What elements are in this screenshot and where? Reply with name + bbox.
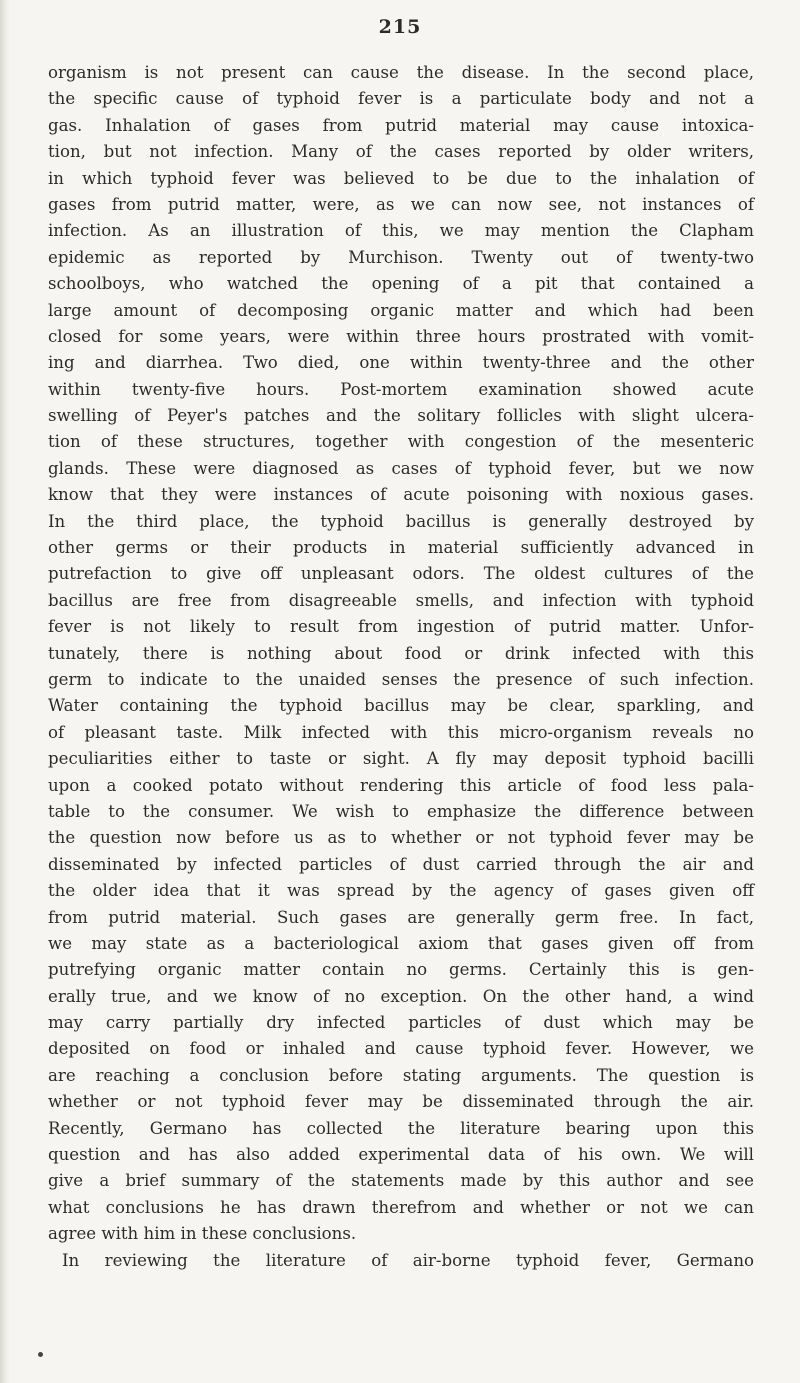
text-line: are reaching a conclusion before stating arguments. The question is bbox=[48, 1065, 754, 1085]
text-line: schoolboys, who watched the opening of a pit that contained a bbox=[48, 274, 754, 294]
text-line: peculiarities either to taste or sight. A fly may deposit typhoid bacilli bbox=[48, 749, 754, 769]
text-line: tion of these structures, together with congestion of the mesenteric bbox=[48, 432, 754, 452]
text-line: epidemic as reported by Murchison. Twenty out of twenty-two bbox=[48, 247, 754, 267]
text-line: within twenty-five hours. Post-mortem examination showed acute bbox=[48, 379, 754, 399]
text-line: we may state as a bacteriological axiom that gases given off from bbox=[48, 933, 754, 953]
text-line: from putrid material. Such gases are generally germ free. In fact, bbox=[48, 907, 754, 927]
text-line: gases from putrid matter, were, as we can now see, not instances of bbox=[48, 194, 754, 214]
text-line: tion, but not infection. Many of the cases reported by older writers, bbox=[48, 142, 754, 162]
text-line: in which typhoid fever was believed to be due to the inhalation of bbox=[48, 168, 754, 188]
text-line: Recently, Germano has collected the literature bearing upon this bbox=[48, 1118, 754, 1138]
text-line: large amount of decomposing organic matter and which had been bbox=[48, 300, 754, 320]
text-line: In the third place, the typhoid bacillus is generally destroyed by bbox=[48, 511, 754, 531]
text-line: erally true, and we know of no exception. On the other hand, a wind bbox=[48, 986, 754, 1006]
text-line: deposited on food or inhaled and cause typhoid fever. However, we bbox=[48, 1039, 754, 1059]
text-line: infection. As an illustration of this, we may mention the Clapham bbox=[48, 221, 754, 241]
text-line: fever is not likely to result from ingestion of putrid matter. Unfor- bbox=[48, 617, 754, 637]
text-line: upon a cooked potato without rendering this article of food less pala- bbox=[48, 775, 754, 795]
ink-speck bbox=[38, 1352, 43, 1357]
text-line: germ to indicate to the unaided senses the presence of such infection. bbox=[48, 669, 754, 689]
text-line: tunately, there is nothing about food or drink infected with this bbox=[48, 643, 754, 663]
text-line: gas. Inhalation of gases from putrid material may cause intoxica- bbox=[48, 115, 754, 135]
page-binding-edge bbox=[0, 0, 10, 1383]
text-line: glands. These were diagnosed as cases of typhoid fever, but we now bbox=[48, 458, 754, 478]
text-line: putrefaction to give off unpleasant odors. The oldest cultures of the bbox=[48, 564, 754, 584]
text-line: give a brief summary of the statements made by this author and see bbox=[48, 1171, 754, 1191]
text-line: putrefying organic matter contain no germs. Certainly this is gen- bbox=[48, 960, 754, 980]
text-line: know that they were instances of acute poisoning with noxious gases. bbox=[48, 485, 754, 505]
text-line: bacillus are free from disagreeable smells, and infection with typhoid bbox=[48, 590, 754, 610]
text-line-paragraph-start: In reviewing the literature of air-borne typhoid fever, Germano bbox=[62, 1250, 754, 1270]
text-line: other germs or their products in material sufficiently advanced in bbox=[48, 538, 754, 558]
text-line: the older idea that it was spread by the agency of gases given off bbox=[48, 881, 754, 901]
text-line: table to the consumer. We wish to emphasize the difference between bbox=[48, 801, 754, 821]
text-line: closed for some years, were within three hours prostrated with vomit- bbox=[48, 326, 754, 346]
text-line: swelling of Peyer's patches and the solitary follicles with slight ulcera- bbox=[48, 406, 754, 426]
text-line: disseminated by infected particles of dust carried through the air and bbox=[48, 854, 754, 874]
text-line: the question now before us as to whether or not typhoid fever may be bbox=[48, 828, 754, 848]
text-line: Water containing the typhoid bacillus may be clear, sparkling, and bbox=[48, 696, 754, 716]
text-line: may carry partially dry infected particles of dust which may be bbox=[48, 1013, 754, 1033]
text-line: question and has also added experimental data of his own. We will bbox=[48, 1145, 754, 1165]
text-line: what conclusions he has drawn therefrom and whether or not we can bbox=[48, 1197, 754, 1217]
text-line: the specific cause of typhoid fever is a particulate body and not a bbox=[48, 89, 754, 109]
text-line: of pleasant taste. Milk infected with this micro-organism reveals no bbox=[48, 722, 754, 742]
text-line: organism is not present can cause the disease. In the second place, bbox=[48, 63, 754, 82]
text-line: ing and diarrhea. Two died, one within twenty-three and the other bbox=[48, 353, 754, 373]
text-line: whether or not typhoid fever may be disseminated through the air. bbox=[48, 1092, 754, 1112]
page-number: 215 bbox=[378, 16, 422, 38]
body-text bbox=[48, 60, 754, 1274]
text-line-paragraph-end: agree with him in these conclusions. bbox=[48, 1224, 357, 1244]
